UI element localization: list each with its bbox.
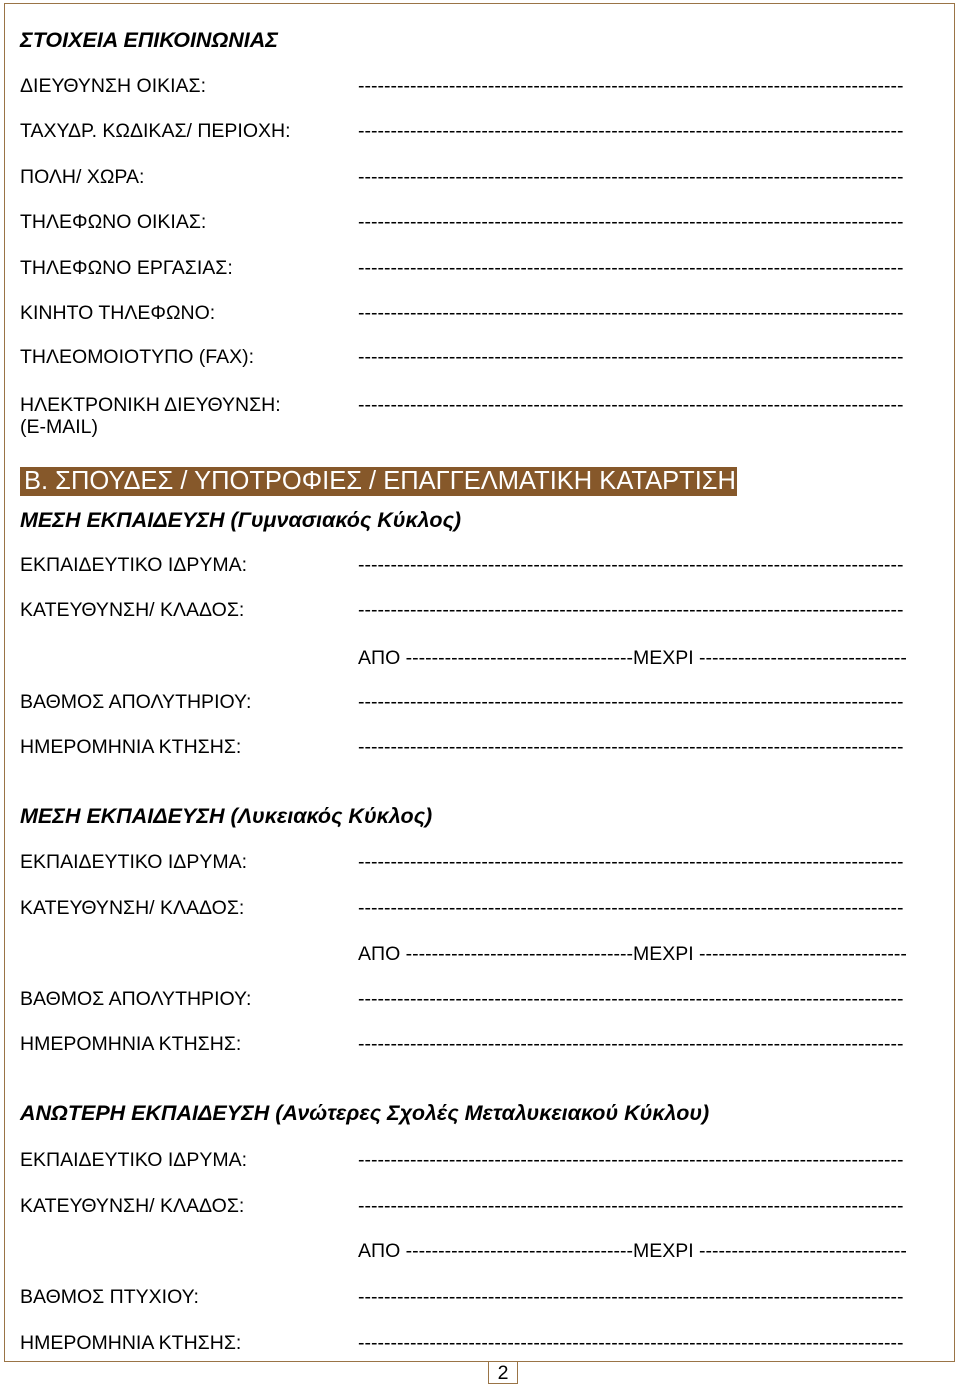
field-label: ΗΜΕΡΟΜΗΝΙΑ ΚΤΗΣΗΣ: (20, 1033, 242, 1055)
period-line (358, 1240, 907, 1262)
field-label: ΤΗΛΕΟΜΟΙΟΤΥΠΟ (FAX): (20, 346, 255, 368)
field-blank-line: ------------------------------------------------------------------------------------ (358, 211, 904, 233)
field-label: ΕΚΠΑΙΔΕΥΤΙΚΟ ΙΔΡΥΜΑ: (20, 851, 248, 873)
group-title: ΑΝΩΤΕΡΗ ΕΚΠΑΙΔΕΥΣΗ (Ανώτερες Σχολές Μεταλυκειακού Κύκλου) (20, 1101, 710, 1125)
studies-section-header: Β. ΣΠΟΥΔΕΣ / ΥΠΟΤΡΟΦΙΕΣ / ΕΠΑΓΓΕΛΜΑΤΙΚΗ ΚΑΤΑΡΤΙΣΗ (20, 467, 737, 496)
period-to-label: ΜΕΧΡΙ (632, 647, 694, 669)
field-blank-line: ------------------------------------------------------------------------------------ (358, 736, 904, 758)
field-blank-line: ------------------------------------------------------------------------------------ (358, 1195, 904, 1217)
period-from-label: ΑΠΟ (358, 1240, 401, 1262)
field-label-line: (E-MAIL) (20, 416, 98, 438)
field-blank-line: ------------------------------------------------------------------------------------ (358, 394, 904, 416)
group-title: ΜΕΣΗ ΕΚΠΑΙΔΕΥΣΗ (Γυμνασιακός Κύκλος) (20, 508, 462, 532)
field-label: ΚΙΝΗΤΟ ΤΗΛΕΦΩΝΟ: (20, 302, 216, 324)
field-blank-line: ------------------------------------------------------------------------------------ (358, 554, 904, 576)
field-blank-line: ------------------------------------------------------------------------------------ (358, 897, 904, 919)
field-label (20, 394, 281, 438)
field-blank-line: ------------------------------------------------------------------------------------ (358, 257, 904, 279)
period-to-blank: -------------------------------- (699, 647, 907, 669)
field-label: ΤΑΧΥΔΡ. ΚΩΔΙΚΑΣ/ ΠΕΡΙΟΧΗ: (20, 120, 291, 142)
group-title: ΜΕΣΗ ΕΚΠΑΙΔΕΥΣΗ (Λυκειακός Κύκλος) (20, 804, 433, 828)
field-label: ΔΙΕΥΘΥΝΣΗ ΟΙΚΙΑΣ: (20, 75, 207, 97)
period-from-label: ΑΠΟ (358, 943, 401, 965)
field-label: ΗΜΕΡΟΜΗΝΙΑ ΚΤΗΣΗΣ: (20, 1332, 242, 1354)
field-label: ΕΚΠΑΙΔΕΥΤΙΚΟ ΙΔΡΥΜΑ: (20, 1149, 248, 1171)
field-blank-line: ------------------------------------------------------------------------------------ (358, 1149, 904, 1171)
period-from-blank: ----------------------------------- (405, 943, 633, 965)
period-from-label: ΑΠΟ (358, 647, 401, 669)
field-blank-line: ------------------------------------------------------------------------------------ (358, 988, 904, 1010)
field-blank-line: ------------------------------------------------------------------------------------ (358, 166, 904, 188)
field-label: ΚΑΤΕΥΘΥΝΣΗ/ ΚΛΑΔΟΣ: (20, 1195, 245, 1217)
period-to-blank: -------------------------------- (699, 1240, 907, 1262)
period-to-label: ΜΕΧΡΙ (632, 943, 694, 965)
field-blank-line: ------------------------------------------------------------------------------------ (358, 75, 904, 97)
period-line (358, 943, 907, 965)
field-label: ΚΑΤΕΥΘΥΝΣΗ/ ΚΛΑΔΟΣ: (20, 897, 245, 919)
field-blank-line: ------------------------------------------------------------------------------------ (358, 691, 904, 713)
period-from-blank: ----------------------------------- (405, 1240, 633, 1262)
period-to-blank: -------------------------------- (699, 943, 907, 965)
field-label: ΤΗΛΕΦΩΝΟ ΕΡΓΑΣΙΑΣ: (20, 257, 233, 279)
field-blank-line: ------------------------------------------------------------------------------------ (358, 599, 904, 621)
field-blank-line: ------------------------------------------------------------------------------------ (358, 1286, 904, 1308)
field-blank-line: ------------------------------------------------------------------------------------ (358, 1033, 904, 1055)
period-from-blank: ----------------------------------- (405, 647, 633, 669)
field-blank-line: ------------------------------------------------------------------------------------ (358, 302, 904, 324)
field-label: ΠΟΛΗ/ ΧΩΡΑ: (20, 166, 145, 188)
page-number: 2 (497, 1362, 509, 1384)
field-blank-line: ------------------------------------------------------------------------------------ (358, 851, 904, 873)
field-blank-line: ------------------------------------------------------------------------------------ (358, 346, 904, 368)
field-label: ΕΚΠΑΙΔΕΥΤΙΚΟ ΙΔΡΥΜΑ: (20, 554, 248, 576)
field-label-line: ΗΛΕΚΤΡΟΝΙΚΗ ΔΙΕΥΘΥΝΣΗ: (20, 394, 281, 416)
field-blank-line: ------------------------------------------------------------------------------------ (358, 120, 904, 142)
field-blank-line: ------------------------------------------------------------------------------------ (358, 1332, 904, 1354)
period-line (358, 647, 907, 669)
period-to-label: ΜΕΧΡΙ (632, 1240, 694, 1262)
field-label: ΚΑΤΕΥΘΥΝΣΗ/ ΚΛΑΔΟΣ: (20, 599, 245, 621)
field-label: ΗΜΕΡΟΜΗΝΙΑ ΚΤΗΣΗΣ: (20, 736, 242, 758)
field-label: ΒΑΘΜΟΣ ΑΠΟΛΥΤΗΡΙΟΥ: (20, 691, 252, 713)
field-label: ΤΗΛΕΦΩΝΟ ΟΙΚΙΑΣ: (20, 211, 207, 233)
field-label: ΒΑΘΜΟΣ ΠΤΥΧΙΟΥ: (20, 1286, 199, 1308)
field-label: ΒΑΘΜΟΣ ΑΠΟΛΥΤΗΡΙΟΥ: (20, 988, 252, 1010)
contact-section-title: ΣΤΟΙΧΕΙΑ ΕΠΙΚΟΙΝΩΝΙΑΣ (20, 28, 278, 52)
